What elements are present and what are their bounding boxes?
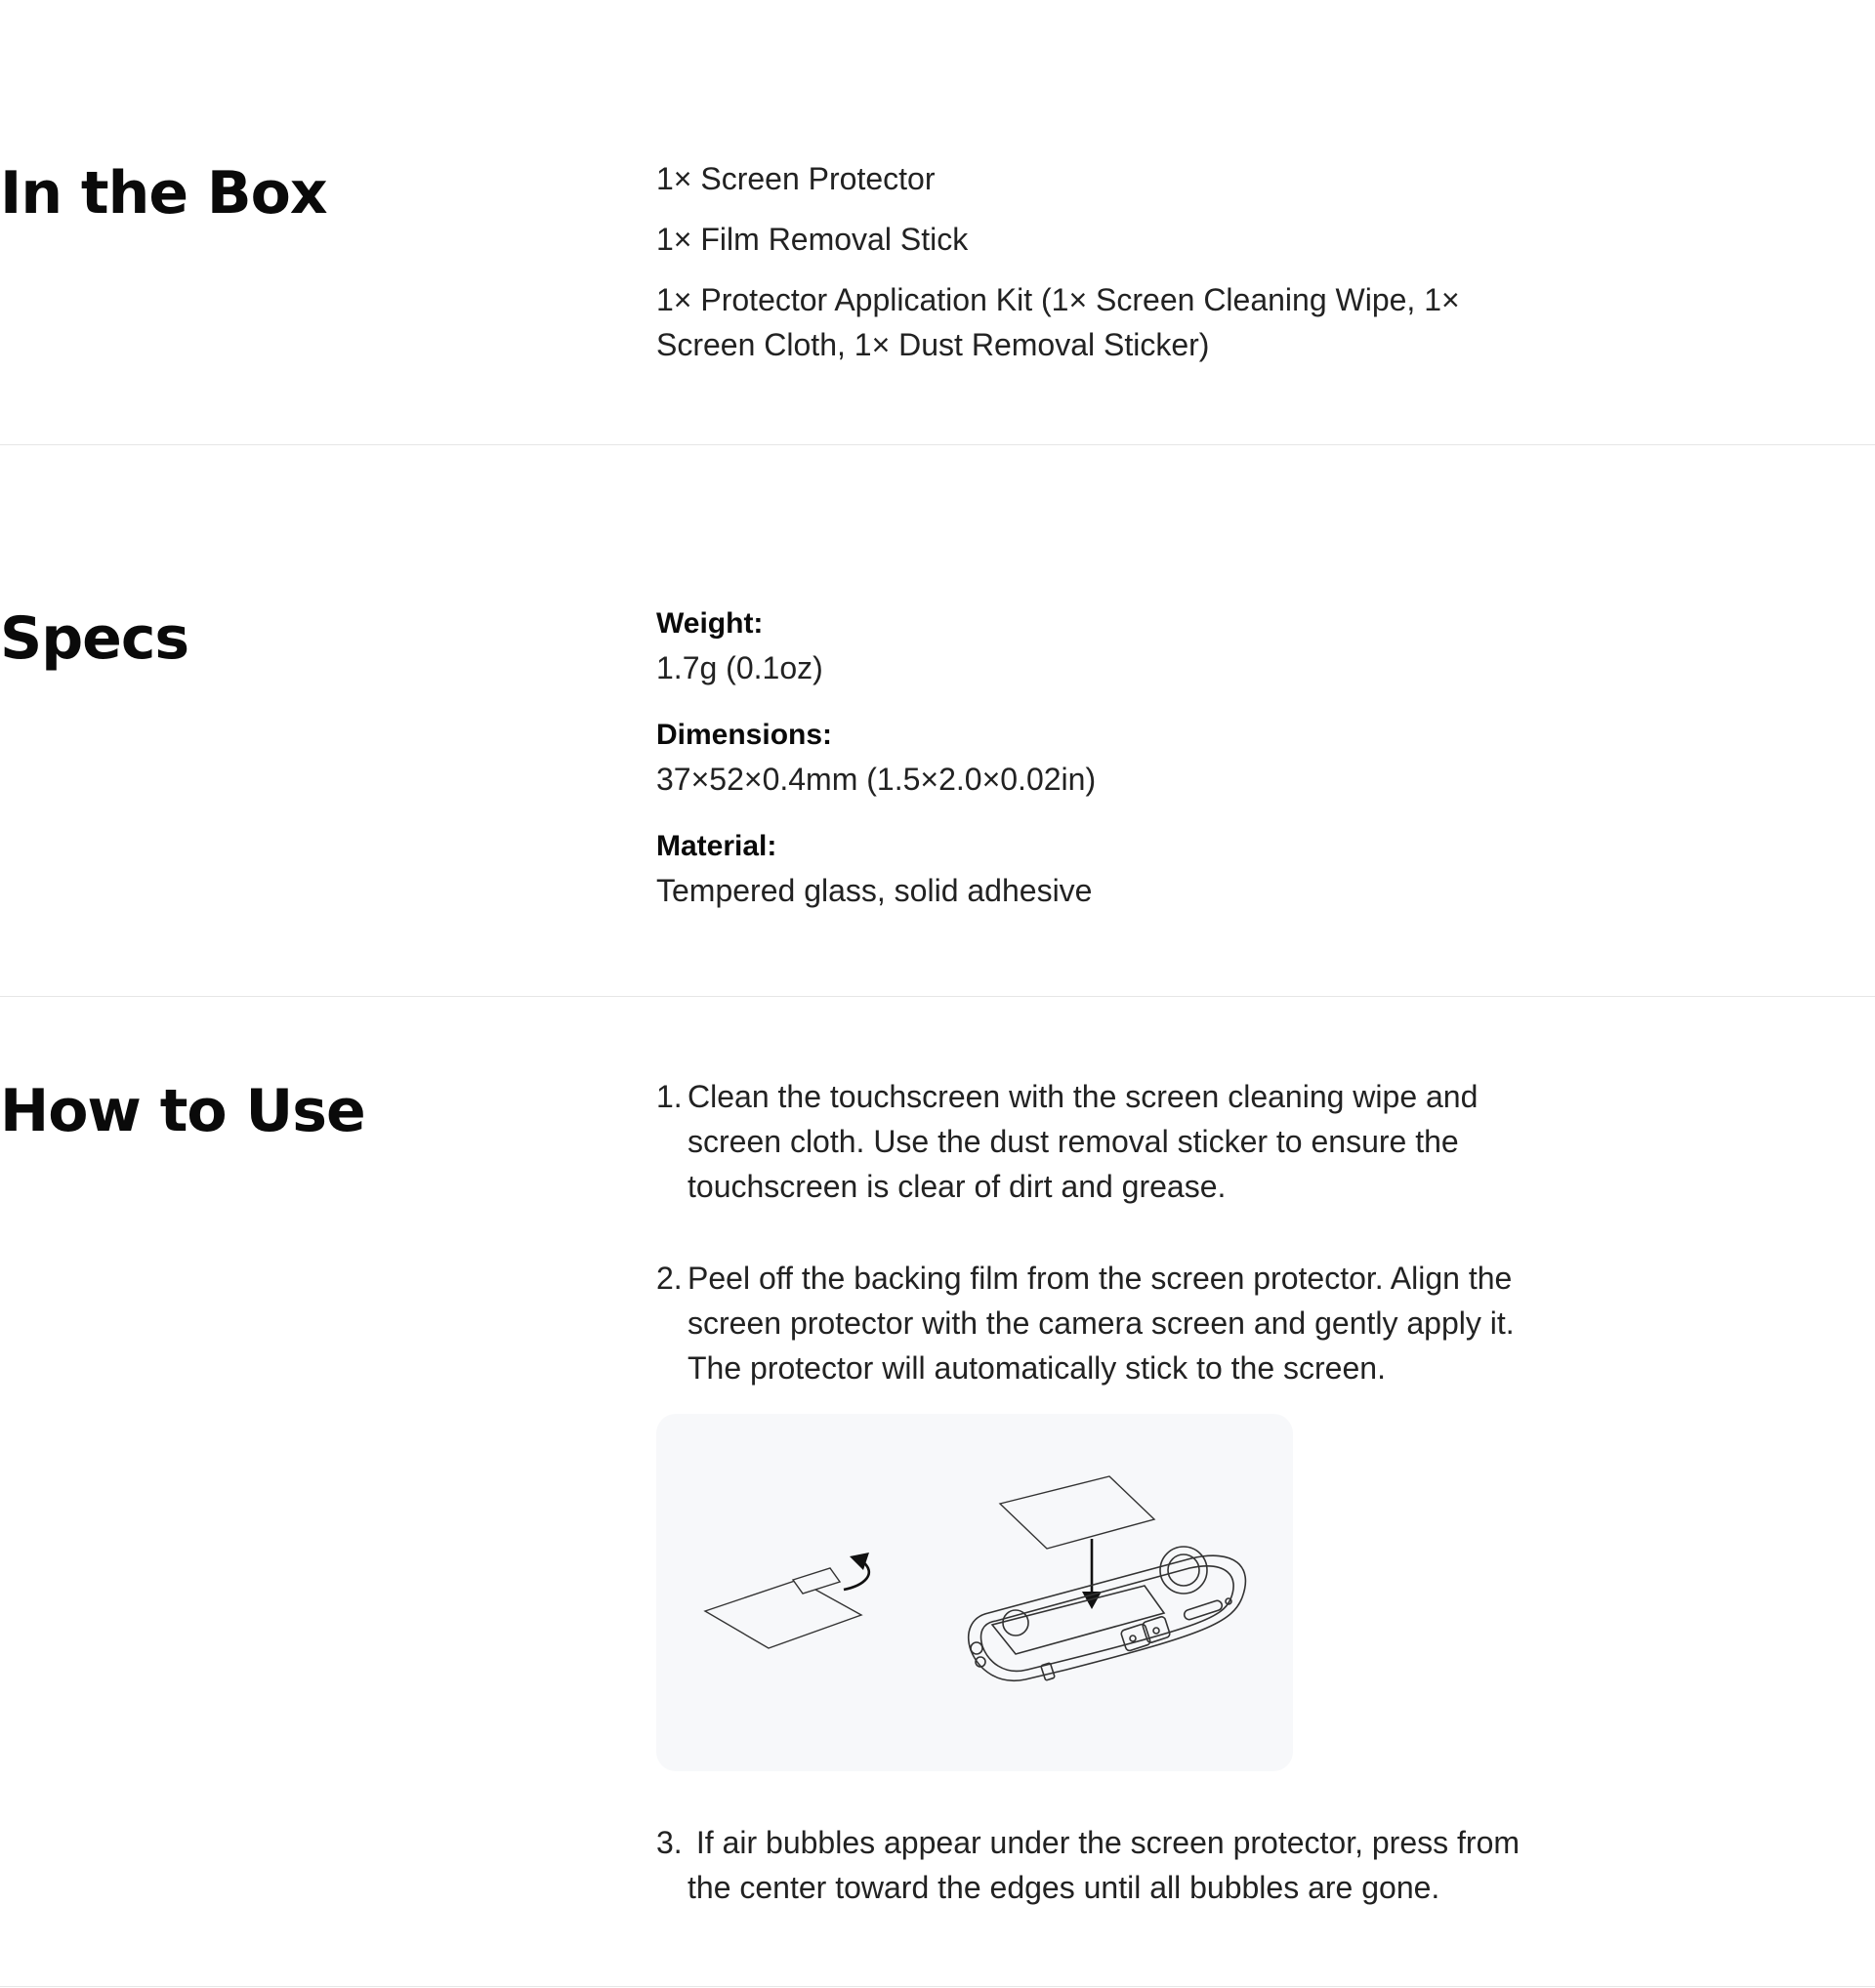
box-item: 1× Screen Protector: [656, 161, 936, 196]
screen-protector-application-illustration: [656, 1414, 1293, 1771]
step-number: 2.: [656, 1261, 683, 1296]
spec-label-weight: Weight:: [656, 607, 764, 640]
step-3: [656, 1820, 1555, 1910]
step-item: [656, 1074, 1555, 1209]
step-number: 3.: [656, 1825, 683, 1860]
camera-body-icon: [969, 1547, 1246, 1680]
step-text: Peel off the backing film from the screen protector. Align the screen protector with the camera screen and gently apply it. The protector will automatically stick to the screen.: [688, 1261, 1515, 1386]
section-divider: [0, 996, 1875, 997]
step-number: 1.: [656, 1079, 683, 1114]
spec-value-dimensions: 37×52×0.4mm (1.5×2.0×0.02in): [656, 762, 1097, 797]
specs-title: Specs: [0, 604, 189, 673]
specs-list: [656, 602, 1555, 936]
box-item: 1× Protector Application Kit (1× Screen Cleaning Wipe, 1× Screen Cloth, 1× Dust Removal Sticker): [656, 282, 1460, 362]
spec-value-weight: 1.7g (0.1oz): [656, 650, 823, 685]
spec-label-material: Material:: [656, 830, 777, 862]
box-item: 1× Film Removal Stick: [656, 222, 969, 257]
step-1: [656, 1074, 1555, 1209]
spec-value-material: Tempered glass, solid adhesive: [656, 873, 1093, 908]
step-item: [656, 1820, 1555, 1910]
spec-label-dimensions: Dimensions:: [656, 719, 833, 751]
in-the-box-list: [656, 156, 1555, 383]
how-to-use-title: How to Use: [0, 1077, 365, 1145]
step-text: Clean the touchscreen with the screen cleaning wipe and screen cloth. Use the dust removal sticker to ensure the touchscreen is clear of dirt and grease.: [688, 1079, 1479, 1204]
section-divider: [0, 444, 1875, 445]
step-item: [656, 1256, 1555, 1390]
protector-above-camera-icon: [1000, 1476, 1154, 1549]
step-text: If air bubbles appear under the screen protector, press from the center toward the edges until all bubbles are gone.: [688, 1825, 1528, 1905]
protector-sheet-icon: [705, 1568, 861, 1648]
section-divider: [0, 1986, 1875, 1987]
illustration-svg: [656, 1414, 1293, 1771]
in-the-box-title: In the Box: [0, 159, 327, 228]
step-2: [656, 1256, 1555, 1390]
curved-arrow-icon: [844, 1553, 869, 1590]
